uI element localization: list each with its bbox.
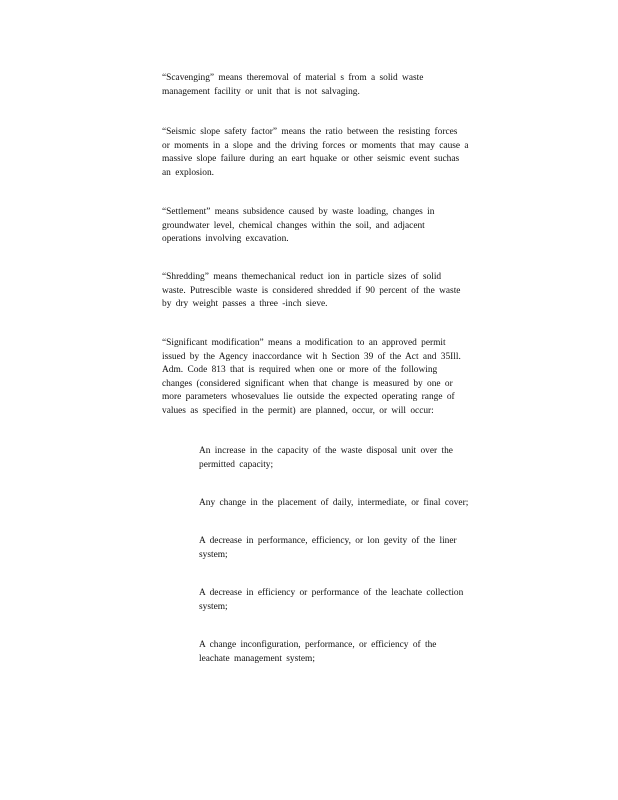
change-item-cover-placement (199, 497, 529, 511)
definition-scavenging (162, 72, 532, 99)
text-line: A decrease in efficiency or performance of the leachate collection (199, 588, 464, 598)
text-line: groundwater level, chemical changes within the soil, and adjacent (162, 220, 425, 231)
text-line: changes (considered significant when that change is measured by one or (162, 378, 453, 389)
text-line: values as specified in the permit) are planned, occur, or will occur: (162, 405, 434, 416)
text-line: or moments in a slope and the driving forces or moments that may cause a (162, 140, 469, 151)
text-line: A change inconfiguration, performance, or efficiency of the (199, 640, 437, 650)
change-item-capacity-increase (199, 445, 529, 472)
text-line: more parameters whosevalues lie outside the expected operating range of (162, 392, 455, 402)
text-line: system; (199, 601, 228, 612)
text-line: “Significant modification” means a modification to an approved permit (162, 338, 446, 348)
text-line: “Seismic slope safety factor” means the ratio between the resisting forces (162, 127, 458, 137)
text-line: Any change in the placement of daily, intermediate, or final cover; (199, 498, 469, 508)
text-line: An increase in the capacity of the waste disposal unit over the (199, 446, 453, 456)
text-line: operations involving excavation. (162, 234, 289, 244)
text-line: “Settlement” means subsidence caused by waste loading, changes in (162, 207, 435, 217)
text-line: A decrease in performance, efficiency, or lon gevity of the liner (199, 536, 457, 546)
change-item-leachate-management-change (199, 639, 529, 666)
definition-settlement (162, 206, 532, 247)
text-line: by dry weight passes a three -inch sieve. (162, 299, 328, 309)
change-item-leachate-collection-decrease (199, 587, 529, 614)
text-line: massive slope failure during an eart hquake or other seismic event suchas (162, 154, 460, 164)
text-line: Adm. Code 813 that is required when one or more of the following (162, 365, 438, 375)
text-line: management facility or unit that is not salvaging. (162, 86, 360, 97)
text-line: leachate management system; (199, 653, 315, 664)
text-line: “Scavenging” means theremoval of material s from a solid waste (162, 73, 424, 83)
definition-shredding (162, 271, 532, 312)
change-item-liner-decrease (199, 535, 529, 562)
text-line: permitted capacity; (199, 459, 274, 470)
definition-seismic-slope-safety-factor (162, 126, 532, 180)
text-line: an explosion. (162, 167, 214, 178)
text-line: system; (199, 549, 228, 560)
text-line: issued by the Agency inaccordance wit h Section 39 of the Act and 35Ill. (162, 351, 461, 362)
definition-significant-modification (162, 337, 532, 418)
text-line: “Shredding” means themechanical reduct ion in particle sizes of solid (162, 272, 442, 282)
text-line: waste. Putrescible waste is considered shredded if 90 percent of the waste (162, 285, 461, 296)
